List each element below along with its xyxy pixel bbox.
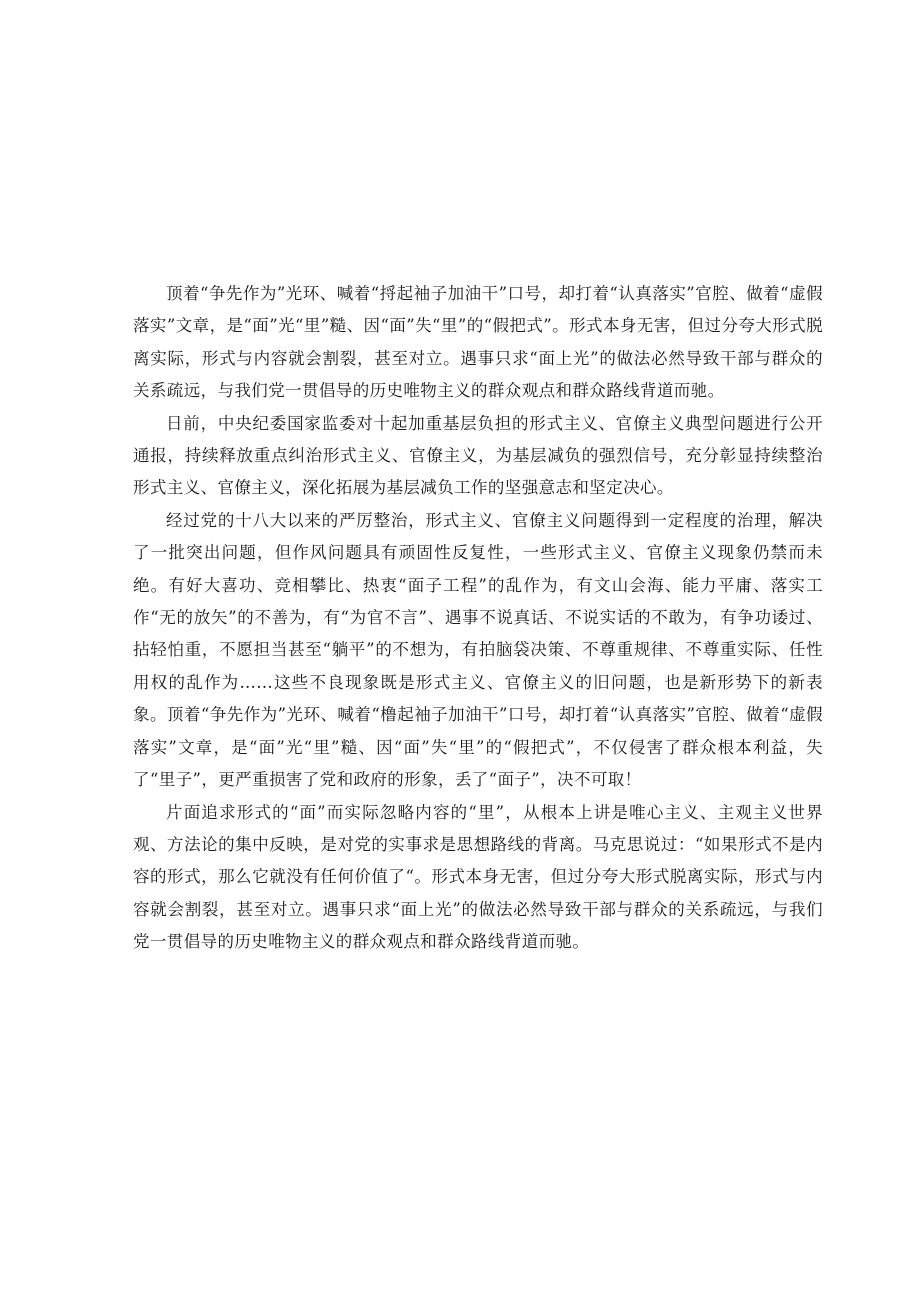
- article-body: [133, 278, 823, 959]
- paragraph-3: 经过党的十八大以来的严厉整治，形式主义、官僚主义问题得到一定程度的治理，解决了一批突出问题，但作风问题具有顽固性反复性，一些形式主义、官僚主义现象仍禁而未绝。有好大喜功、竞相攀比、热衷“面子工程”的乱作为，有文山会海、能力平庸、落实工作“无的放矢”的不善为，有“为官不言”、遇事不说真话、不说实话的不敢为，有争功诿过、拈轻怕重，不愿担当甚至“躺平”的不想为，有拍脑袋决策、不尊重规律、不尊重实际、任性用权的乱作为……这些不良现象既是形式主义、官僚主义的旧问题，也是新形势下的新表象。顶着“争先作为”光环、喊着“橹起袖子加油干”口号，却打着“认真落实”官腔、做着“虚假落实”文章，是“面”光“里”糙、因“面”失“里”的“假把式”，不仅侵害了群众根本利益，失了“里子”，更严重损害了党和政府的形象，丢了“面子”，决不可取！: [133, 510, 823, 790]
- paragraph-1: 顶着“争先作为”光环、喊着“捋起袖子加油干”口号，却打着“认真落实”官腔、做着“虚假落实”文章，是“面”光“里”糙、因“面”失“里”的“假把式”。形式本身无害，但过分夸大形式脱离实际，形式与内容就会割裂，甚至对立。遇事只求“面上光”的做法必然导致干部与群众的关系疏远，与我们党一贯倡导的历史唯物主义的群众观点和群众路线背道而驰。: [133, 284, 823, 401]
- paragraph-2: 日前，中央纪委国家监委对十起加重基层负担的形式主义、官僚主义典型问题进行公开通报，持续释放重点纠治形式主义、官僚主义，为基层减负的强烈信号，充分彰显持续整治形式主义、官僚主义，深化拓展为基层减负工作的坚强意志和坚定决心。: [133, 413, 823, 498]
- paragraph-4: 片面追求形式的“面”而实际忽略内容的“里”，从根本上讲是唯心主义、主观主义世界观、方法论的集中反映，是对党的实事求是思想路线的背离。马克思说过：“如果形式不是内容的形式，那么它就没有任何价值了“。形式本身无害，但过分夸大形式脱离实际，形式与内容就会割裂，甚至对立。遇事只求“面上光”的做法必然导致干部与群众的关系疏远，与我们党一贯倡导的历史唯物主义的群众观点和群众路线背道而驰。: [133, 802, 823, 952]
